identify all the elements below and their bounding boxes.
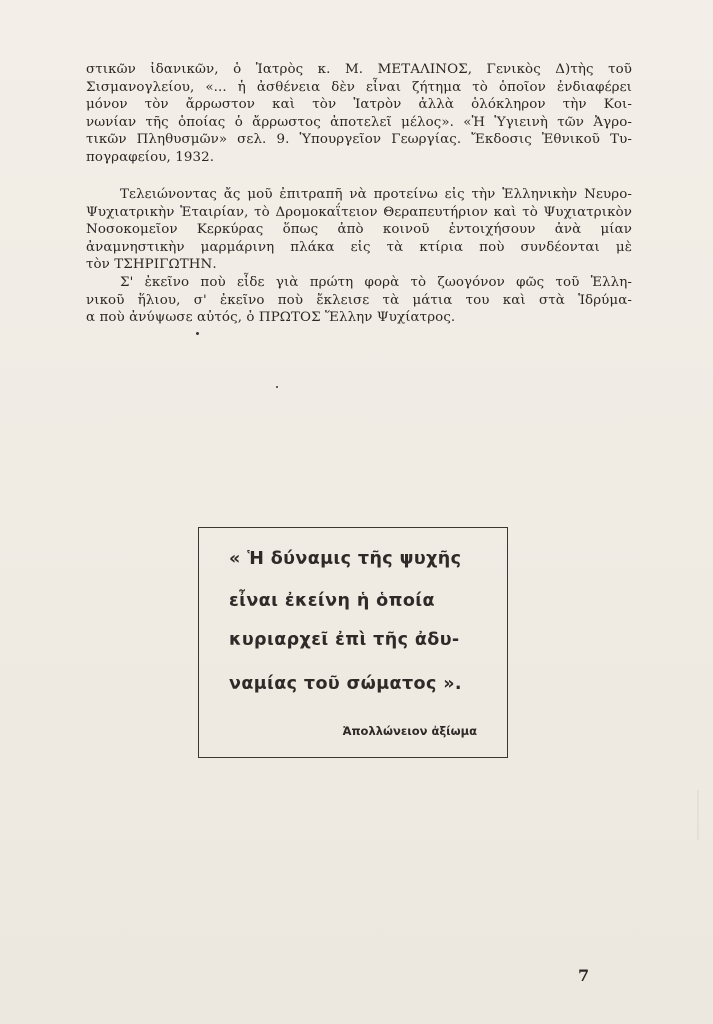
text-line: νικοῦ ἥλιου, σ' ἐκεῖνο ποὺ ἔκλεισε τὰ μάτια του καὶ στὰ Ἱδρύμα- (86, 292, 632, 308)
quote-box (198, 527, 508, 758)
paragraph-1 (86, 61, 632, 167)
quote-line: εἶναι ἐκείνη ἡ ὁποία (229, 591, 435, 611)
text-line: Νοσοκομεῖον Κερκύρας ὅπως ἀπὸ κοινοῦ ἐντοιχήσουν ἀνὰ μίαν (86, 222, 632, 238)
text-line: Τελειώνοντας ἄς μοῦ ἐπιτραπῆ νὰ προτείνω εἰς τὴν Ἑλληνικὴν Νευρο- (120, 187, 632, 202)
text-line: πογραφείου, 1932. (86, 149, 215, 165)
text-line: ἀναμνηστικὴν μαρμάρινη πλάκα εἰς τὰ κτίρια ποὺ συνδέονται μὲ (86, 239, 632, 255)
quote-line: ναμίας τοῦ σώματος ». (229, 674, 462, 694)
paragraph-2 (86, 186, 632, 327)
ink-speck (196, 332, 199, 335)
text-line: α ποὺ ἀνύψωσε αὐτός, ὁ ΠΡΩΤΟΣ Ἕλλην Ψυχίατρος. (86, 310, 456, 326)
text-line: τὸν ΤΣΗΡΙΓΩΤΗΝ. (86, 257, 217, 273)
text-line: Ψυχιατρικὴν Ἑταιρίαν, τὸ Δρομοκαΐτειον Θεραπευτήριον καὶ τὸ Ψυχιατρικὸν (86, 204, 632, 220)
paper-mark (697, 790, 699, 840)
text-line: τικῶν Πληθυσμῶν» σελ. 9. Ὑπουργεῖον Γεωργίας. Ἔκδοσις Ἐθνικοῦ Τυ- (86, 132, 632, 148)
quote-line: κυριαρχεῖ ἐπὶ τῆς ἀδυ- (229, 630, 460, 650)
quote-line: « Ἡ δύναμις τῆς ψυχῆς (229, 549, 462, 569)
text-line: νωνίαν τῆς ὁποίας ὁ ἄρρωστος ἀποτελεῖ μέλος». «Ἡ Ὑγιεινὴ τῶν Ἀγρο- (86, 114, 632, 130)
quote-attribution: Ἀπολλώνειον ἀξίωμα (342, 724, 477, 738)
text-line: στικῶν ἰδανικῶν, ὁ Ἰατρὸς κ. Μ. ΜΕΤΑΛΙΝΟΣ, Γενικὸς Δ)τὴς τοῦ (86, 62, 632, 77)
text-line: Σισμανογλείου, «... ἡ ἀσθένεια δὲν εἶναι ζήτημα τὸ ὁποῖον ἐνδιαφέρει (86, 79, 632, 95)
ink-speck (276, 386, 278, 388)
text-line: Σ' ἐκεῖνο ποὺ εἶδε γιὰ πρώτη φορὰ τὸ ζωογόνον φῶς τοῦ Ἑλλη- (120, 274, 632, 290)
page-number: 7 (578, 966, 590, 985)
text-line: μόνον τὸν ἄρρωστον καὶ τὸν Ἰατρὸν ἀλλὰ ὁλόκληρον τὴν Κοι- (86, 97, 632, 113)
